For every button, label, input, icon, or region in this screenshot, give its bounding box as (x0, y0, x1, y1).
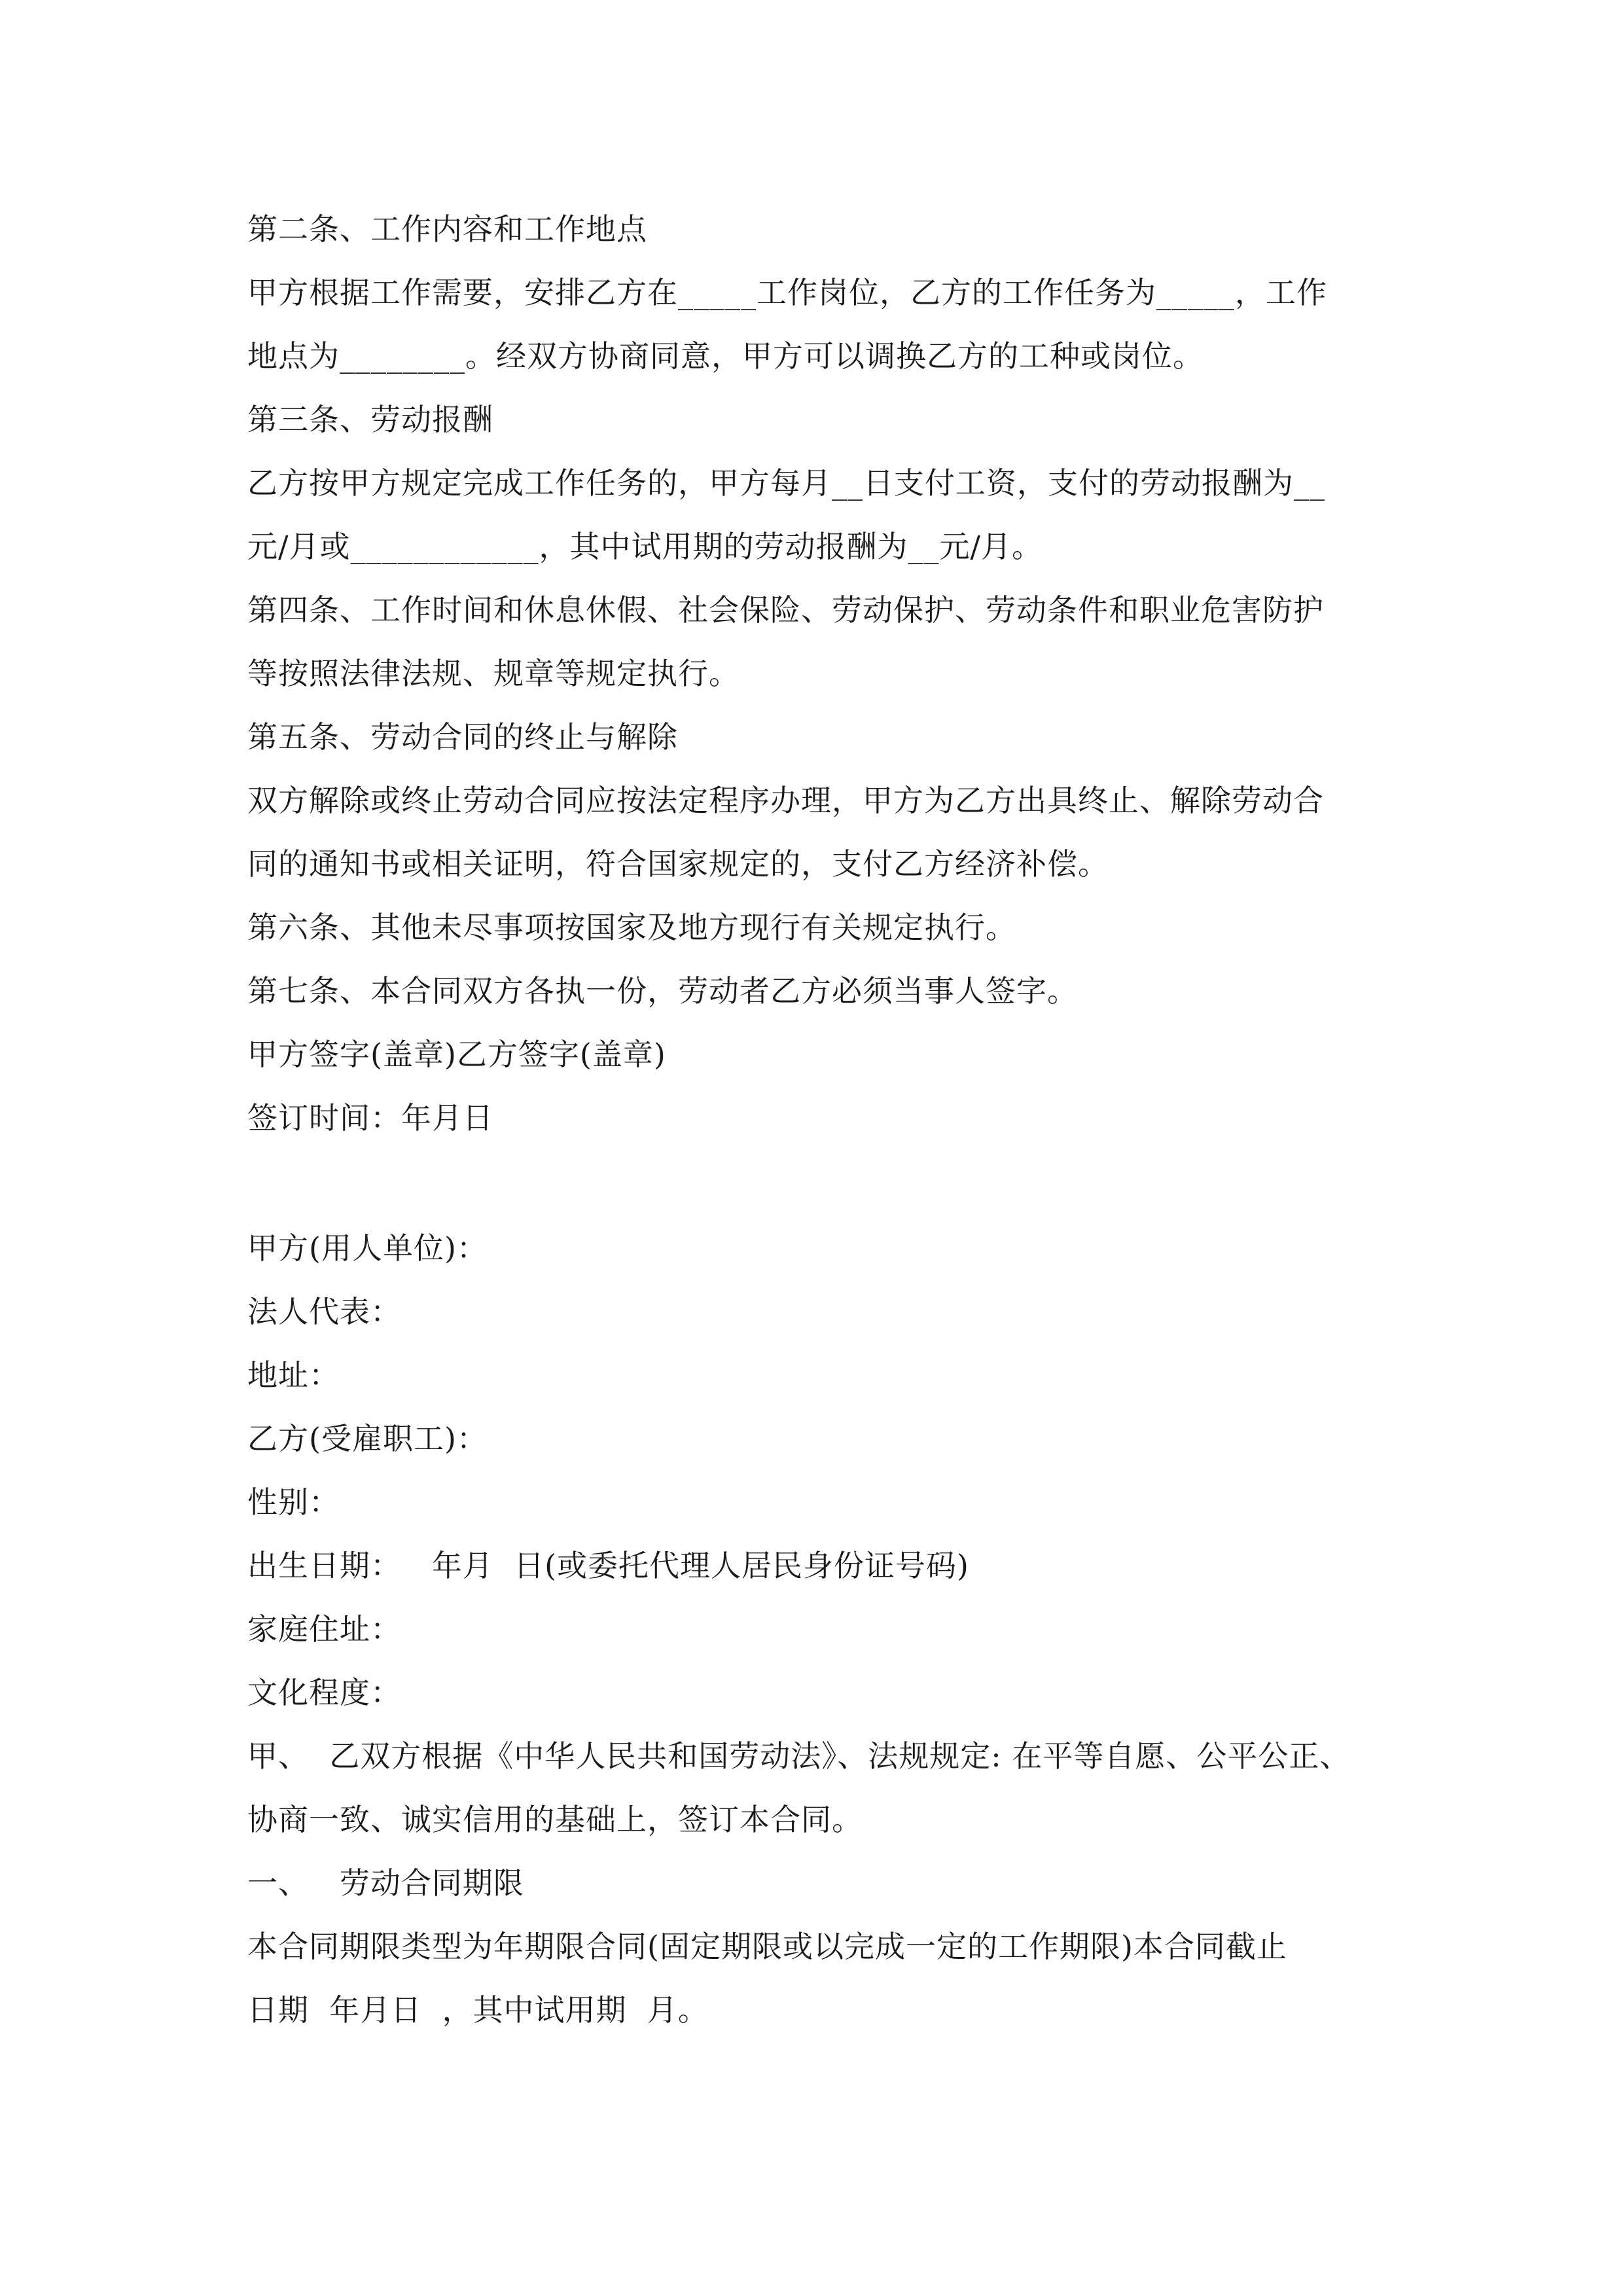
home-address-field: 家庭住址： (247, 1611, 401, 1647)
section-1-text-line-1: 本合同期限类型为年期限合同(固定期限或以完成一定的工作期限)本合同截止 (247, 1929, 1287, 1964)
birth-date-field: 出生日期： 年月 日(或委托代理人居民身份证号码) (247, 1548, 970, 1583)
preamble-line-1: 甲、 乙双方根据《中华人民共和国劳动法》、法规规定: 在平等自愿、公平公正、 (247, 1738, 1351, 1774)
address-field: 地址： (247, 1357, 340, 1393)
education-field: 文化程度： (247, 1675, 401, 1710)
article-4-text-line-2: 等按照法律法规、规章等规定执行。 (247, 656, 740, 691)
party-a-field: 甲方(用人单位)： (247, 1230, 488, 1266)
article-5-heading: 第五条、劳动合同的终止与解除 (247, 719, 678, 755)
article-2-heading: 第二条、工作内容和工作地点 (247, 211, 647, 247)
article-3-text-line-2: 元/月或____________，其中试用期的劳动报酬为__元/月。 (247, 529, 1043, 564)
article-4-text-line-1: 第四条、工作时间和休息休假、社会保险、劳动保护、劳动条件和职业危害防护 (247, 592, 1324, 628)
article-3-heading: 第三条、劳动报酬 (247, 402, 493, 437)
section-1-text-line-2: 日期 年月日 ，其中试用期 月。 (247, 1992, 709, 2028)
signature-line: 甲方签字(盖章)乙方签字(盖章) (247, 1037, 666, 1072)
article-7-text: 第七条、本合同双方各执一份，劳动者乙方必须当事人签字。 (247, 973, 1078, 1009)
article-5-text-line-2: 同的通知书或相关证明，符合国家规定的，支付乙方经济补偿。 (247, 846, 1109, 882)
article-5-text-line-1: 双方解除或终止劳动合同应按法定程序办理，甲方为乙方出具终止、解除劳动合 (247, 783, 1324, 818)
article-3-text-line-1: 乙方按甲方规定完成工作任务的，甲方每月__日支付工资，支付的劳动报酬为__ (247, 465, 1325, 501)
signing-date-line: 签订时间：年月日 (247, 1100, 493, 1136)
legal-representative-field: 法人代表： (247, 1294, 401, 1329)
party-b-field: 乙方(受雇职工)： (247, 1421, 488, 1456)
article-2-text-line-1: 甲方根据工作需要，安排乙方在_____工作岗位，乙方的工作任务为_____，工作 (247, 275, 1327, 310)
gender-field: 性别： (247, 1484, 340, 1520)
article-2-text-line-2: 地点为________。经双方协商同意，甲方可以调换乙方的工种或岗位。 (247, 338, 1204, 374)
preamble-line-2: 协商一致、诚实信用的基础上，签订本合同。 (247, 1802, 863, 1837)
section-1-heading: 一、 劳动合同期限 (247, 1865, 524, 1901)
article-6-text: 第六条、其他未尽事项按国家及地方现行有关规定执行。 (247, 910, 1016, 945)
